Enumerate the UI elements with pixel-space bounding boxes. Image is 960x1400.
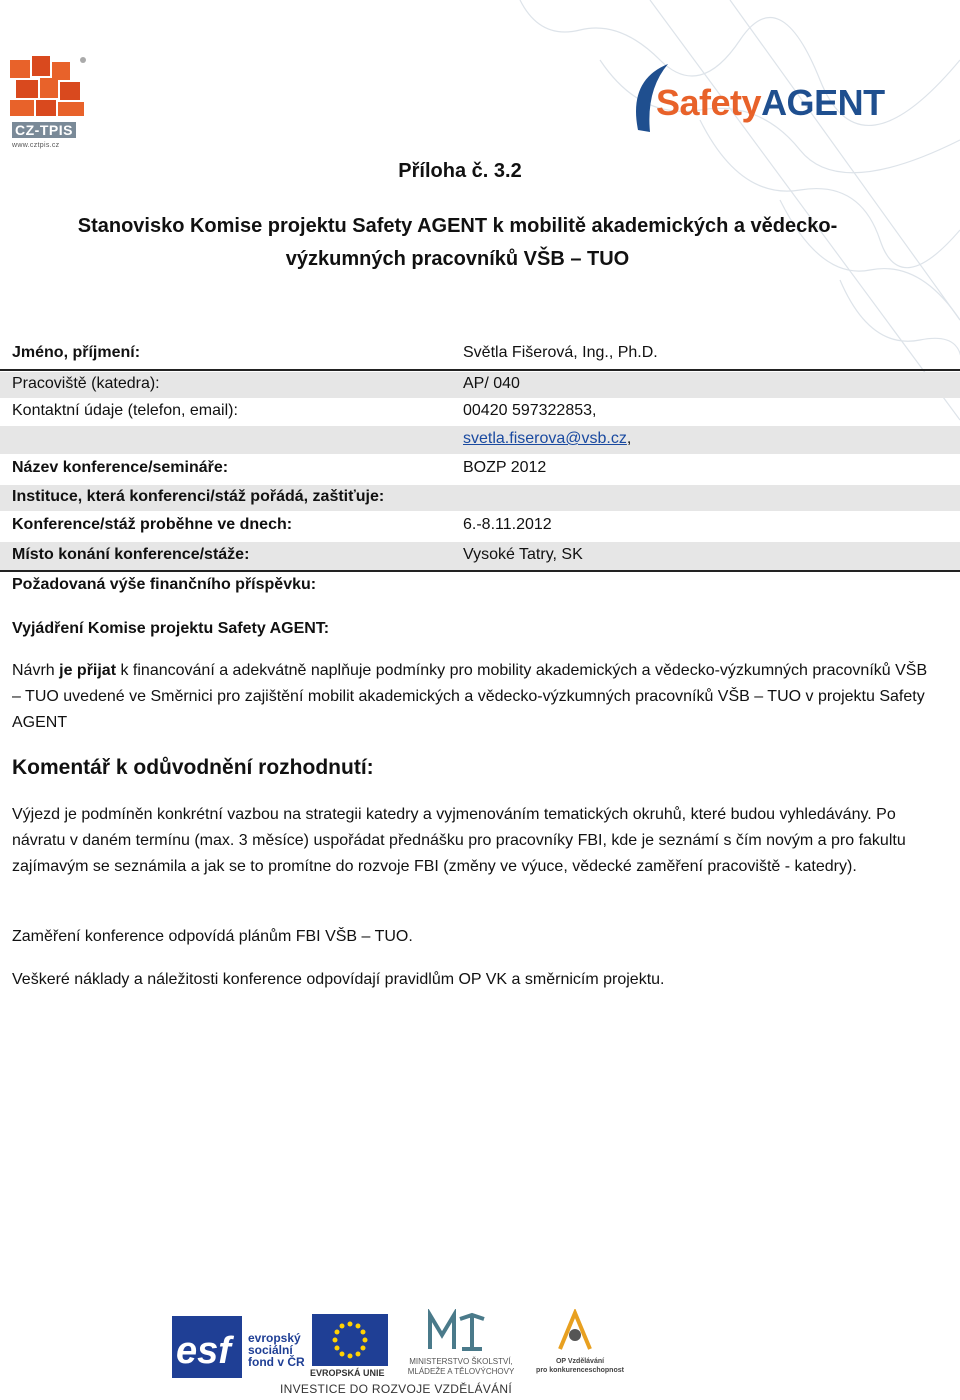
comment-paragraph-3: Veškeré náklady a náležitosti konference odpovídají pravidlům OP VK a směrnicím projektu. bbox=[12, 971, 665, 988]
conference-label: Název konference/semináře: bbox=[12, 459, 229, 476]
eu-flag-icon bbox=[312, 1314, 388, 1366]
logo-left-name: CZ-TPIS bbox=[12, 122, 76, 138]
msmt-logo bbox=[396, 1305, 526, 1383]
dates-label: Konference/stáž proběhne ve dnech: bbox=[12, 516, 293, 533]
logo-left-url: www.cztpis.cz bbox=[12, 142, 60, 149]
logo-right-part1: Safety bbox=[656, 82, 762, 123]
place-value: Vysoké Tatry, SK bbox=[463, 546, 583, 563]
opvk-text-2: pro konkurenceschopnost bbox=[536, 1367, 624, 1374]
msmt-text-2: MLÁDEŽE A TĚLOVÝCHOVY bbox=[407, 1367, 515, 1376]
divider bbox=[0, 369, 960, 371]
esf-text-3: fond v ČR bbox=[248, 1355, 305, 1369]
statement-heading: Vyjádření Komise projektu Safety AGENT: bbox=[12, 620, 330, 637]
row-amount bbox=[0, 576, 960, 600]
divider bbox=[0, 570, 960, 572]
opvk-emblem-icon bbox=[550, 1309, 600, 1353]
statement-pre: Návrh bbox=[12, 662, 60, 679]
footer-slogan: INVESTICE DO ROZVOJE VZDĚLÁVÁNÍ bbox=[280, 1382, 513, 1396]
name-value: Světla Fišerová, Ing., Ph.D. bbox=[463, 344, 658, 361]
appendix-number: Příloha č. 3.2 bbox=[398, 160, 522, 182]
eu-text: EVROPSKÁ UNIE bbox=[310, 1368, 385, 1378]
workplace-value: AP/ 040 bbox=[463, 375, 520, 392]
statement-decision: je přijat bbox=[59, 662, 117, 679]
contact-phone: 00420 597322853, bbox=[463, 402, 597, 419]
contact-label: Kontaktní údaje (telefon, email): bbox=[12, 402, 238, 419]
row-dates bbox=[0, 516, 960, 540]
esf-text-1: evropský bbox=[248, 1331, 301, 1345]
comment-paragraph-1: Výjezd je podmíněn konkrétní vazbou na strategii katedry a vyjmenováním tematických okruhů, které budou vyhledávány. Po návratu v daném termínu (max. 3 měsíce) uspořádat přednášku pro pracovníky FBI, kde je seznámí s čím novým a pro fakultu zajímavým se seznámila a jak se to promítne do rozvoje FBI (změny ve výuce, vědecké zaměření pracoviště - katedry). bbox=[12, 806, 906, 875]
comment-paragraph-2: Zaměření konference odpovídá plánům FBI VŠB – TUO. bbox=[12, 928, 413, 945]
opvk-logo bbox=[530, 1305, 630, 1383]
row-place bbox=[0, 542, 960, 570]
conference-value: BOZP 2012 bbox=[463, 459, 547, 476]
statement-paragraph bbox=[12, 658, 932, 736]
esf-logo: esf evropský sociální fond v ČR bbox=[170, 1310, 310, 1380]
msmt-emblem-icon bbox=[426, 1309, 496, 1353]
row-name bbox=[0, 344, 960, 366]
esf-text-2: sociální bbox=[248, 1343, 293, 1357]
cz-tpis-logo bbox=[8, 56, 88, 149]
amount-label: Požadovaná výše finančního příspěvku: bbox=[12, 576, 317, 593]
comment-heading: Komentář k odůvodnění rozhodnutí: bbox=[12, 756, 374, 779]
document-title-line2: výzkumných pracovníků VŠB – TUO bbox=[285, 248, 630, 270]
institution-label: Instituce, která konferenci/stáž pořádá, zaštiťuje: bbox=[12, 488, 385, 505]
opvk-text-1: OP Vzdělávání bbox=[555, 1358, 605, 1365]
contact-email-suffix: , bbox=[626, 430, 632, 447]
name-label: Jméno, příjmení: bbox=[12, 344, 141, 361]
row-institution bbox=[0, 485, 960, 511]
document-title-line1: Stanovisko Komise projektu Safety AGENT k mobilitě akademických a vědecko- bbox=[77, 215, 838, 237]
row-workplace bbox=[0, 372, 960, 398]
workplace-label: Pracoviště (katedra): bbox=[12, 375, 160, 392]
row-conference bbox=[0, 459, 960, 483]
eu-logo bbox=[310, 1310, 392, 1382]
row-contact-email bbox=[0, 426, 960, 454]
document-title bbox=[0, 210, 915, 276]
place-label: Místo konání konference/stáže: bbox=[12, 546, 250, 563]
puzzle-icon bbox=[8, 56, 86, 118]
statement-post: k financování a adekvátně naplňuje podmínky pro mobility akademických a vědecko-výzkumných pracovníků VŠB – TUO uvedené ve Směrnici pro zajištění mobilit akademických a vědecko-výzkumných pracovníků VŠB – TUO v projektu Safety AGENT bbox=[12, 662, 928, 731]
msmt-text-1: MINISTERSTVO ŠKOLSTVÍ, bbox=[409, 1357, 513, 1366]
safety-agent-logo bbox=[628, 60, 918, 140]
contact-email-link[interactable]: svetla.fiserova@vsb.cz bbox=[463, 430, 627, 447]
logo-right-part2: AGENT bbox=[761, 82, 885, 123]
dates-value: 6.-8.11.2012 bbox=[463, 516, 552, 533]
